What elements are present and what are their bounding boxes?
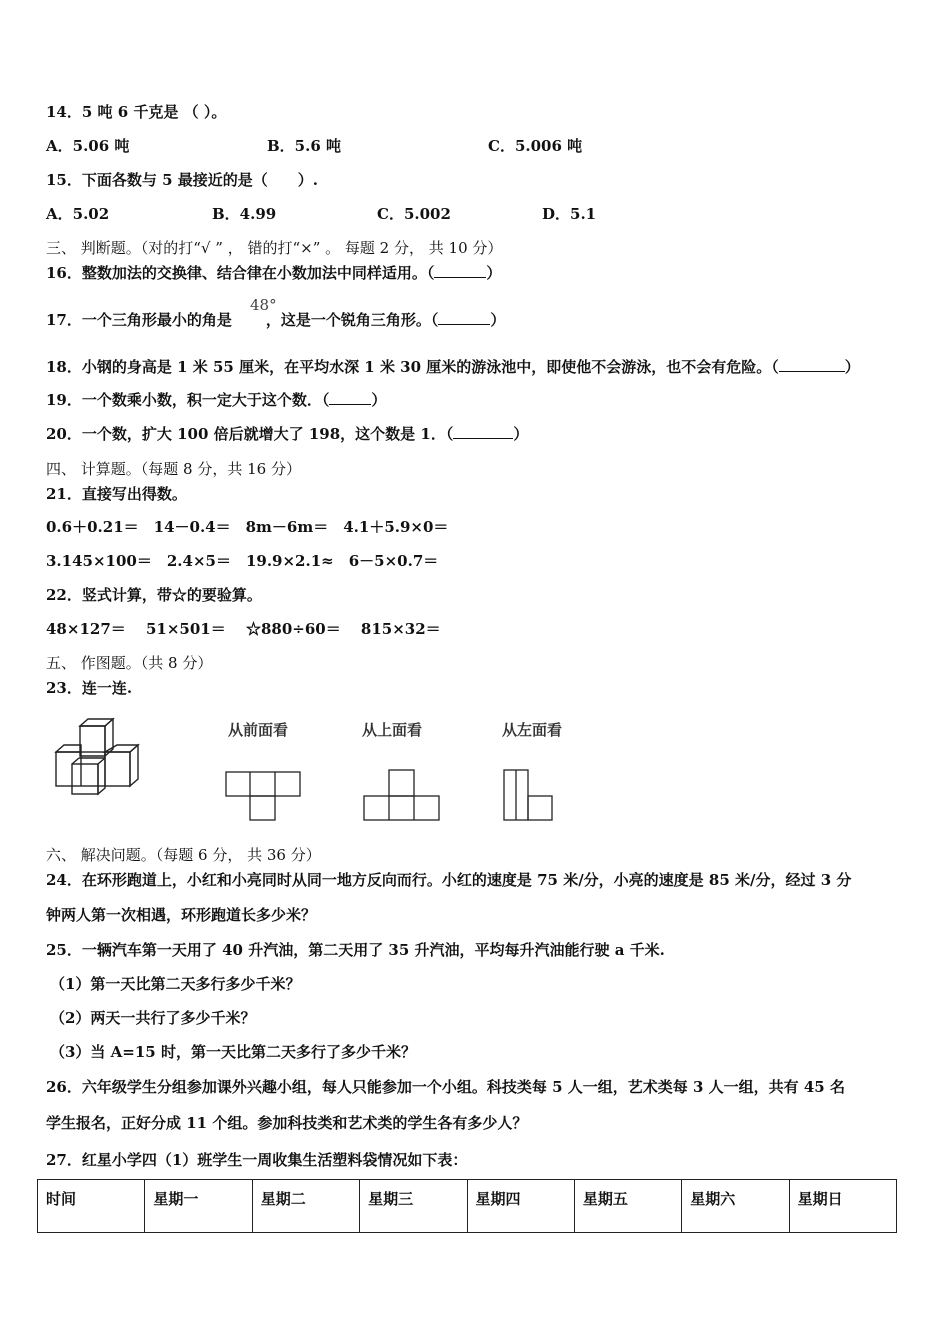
q19-text: 19．一个数乘小数，积一定大于这个数．（ (46, 391, 330, 409)
q14-stem: 14．5 吨 6 千克是 （ ）。 (46, 103, 227, 121)
q26-line1: 26．六年级学生分组参加课外兴趣小组，每人只能参加一个小组。科技类每 5 人一组，艺术类每 3 人一组，共有 45 名 (46, 1078, 845, 1096)
section5-title: 五、 作图题。（共 8 分） (46, 654, 213, 672)
q17-close: ） (490, 311, 506, 329)
table-header-cell: 星期四 (467, 1180, 574, 1233)
section4-title: 四、 计算题。（每题 8 分，共 16 分） (46, 460, 301, 478)
q17-answer-blank[interactable] (438, 310, 490, 325)
q19 (46, 390, 386, 410)
front-view-shape[interactable] (222, 766, 304, 824)
table-header-cell: 星期一 (145, 1180, 252, 1233)
table-header-cell: 星期三 (360, 1180, 467, 1233)
q22-stem: 22．竖式计算，带☆的要验算。 (46, 586, 262, 604)
q20-text: 20．一个数，扩大 100 倍后就增大了 198，这个数是 1．（ (46, 425, 454, 443)
q25-part1: （1）第一天比第二天多行多少千米？ (50, 975, 301, 993)
q16-text: 16．整数加法的交换律、结合律在小数加法中同样适用。（ (46, 264, 435, 282)
q27-stem: 27．红星小学四（1）班学生一周收集生活塑料袋情况如下表： (46, 1151, 468, 1169)
q15-option-a[interactable]: A．5.02 (46, 205, 110, 223)
plastic-bag-table (37, 1179, 897, 1233)
q15-option-c[interactable]: C．5.002 (377, 205, 451, 223)
view-top-label: 从上面看 (362, 721, 423, 739)
q26-line2: 学生报名，正好分成 11 个组。参加科技类和艺术类的学生各有多少人？ (46, 1114, 528, 1132)
q18-answer-blank[interactable] (779, 357, 845, 372)
q22-row: 48×127＝ 51×501＝ ☆880÷60＝ 815×32＝ (46, 620, 441, 638)
table-header-cell: 星期二 (252, 1180, 359, 1233)
view-left-label: 从左面看 (502, 721, 563, 739)
top-view-shape[interactable] (360, 766, 444, 824)
section6-title: 六、 解决问题。（每题 6 分， 共 36 分） (46, 846, 321, 864)
q16-answer-blank[interactable] (434, 263, 486, 278)
q19-close: ） (371, 391, 387, 409)
q14-option-b[interactable]: B．5.6 吨 (267, 137, 341, 155)
q20 (46, 424, 528, 444)
q15-option-d[interactable]: D．5.1 (542, 205, 597, 223)
q23-stem: 23．连一连. (46, 679, 133, 697)
table-header-row (38, 1180, 897, 1233)
q24-line1: 24．在环形跑道上，小红和小亮同时从同一地方反向而行。小红的速度是 75 米/分，小亮的速度是 85 米/分，经过 3 分 (46, 871, 852, 889)
q16 (46, 263, 501, 283)
table-header-cell: 时间 (38, 1180, 145, 1233)
q20-answer-blank[interactable] (453, 424, 513, 439)
table-header-cell: 星期日 (789, 1180, 896, 1233)
q16-close: ） (486, 264, 502, 282)
q25-part3: （3）当 A=15 时，第一天比第二天多行了多少千米？ (50, 1043, 416, 1061)
q21-row2: 3.145×100＝ 2.4×5＝ 19.9×2.1≈ 6－5×0.7＝ (46, 552, 439, 570)
q25-part2: （2）两天一共行了多少千米？ (50, 1009, 256, 1027)
q14-option-a[interactable]: A．5.06 吨 (46, 137, 130, 155)
table-header-cell: 星期六 (682, 1180, 789, 1233)
q18-text: 18．小钢的身高是 1 米 55 厘米，在平均水深 1 米 30 厘米的游泳池中，即使他不会游泳，也不会有危险。（ (46, 358, 779, 376)
q17-post: ，这是一个锐角三角形。（ (265, 311, 439, 329)
section3-title: 三、 判断题。（对的打“√ ” ， 错的打“×” 。 每题 2 分， 共 10 分） (46, 239, 503, 257)
q19-answer-blank[interactable] (329, 390, 371, 405)
q17-pre: 17．一个三角形最小的角是 (46, 311, 232, 329)
q15-stem: 15．下面各数与 5 最接近的是（ ）. (46, 171, 318, 189)
q21-row1: 0.6＋0.21＝ 14－0.4＝ 8m－6m＝ 4.1＋5.9×0＝ (46, 518, 449, 536)
q14-option-c[interactable]: C．5.006 吨 (488, 137, 583, 155)
view-front-label: 从前面看 (228, 721, 289, 739)
q17-angle-value: 48° (250, 296, 277, 314)
cube-stack-figure (48, 716, 148, 798)
q24-line2: 钟两人第一次相遇，环形跑道长多少米？ (46, 906, 317, 924)
table-header-cell: 星期五 (574, 1180, 681, 1233)
q18-close: ） (844, 358, 860, 376)
q25-stem: 25．一辆汽车第一天用了 40 升汽油，第二天用了 35 升汽油，平均每升汽油能行驶 a 千米. (46, 941, 665, 959)
q18 (46, 357, 860, 377)
q21-stem: 21．直接写出得数。 (46, 485, 187, 503)
left-view-shape[interactable] (500, 766, 558, 824)
q20-close: ） (513, 425, 529, 443)
q15-option-b[interactable]: B．4.99 (212, 205, 277, 223)
